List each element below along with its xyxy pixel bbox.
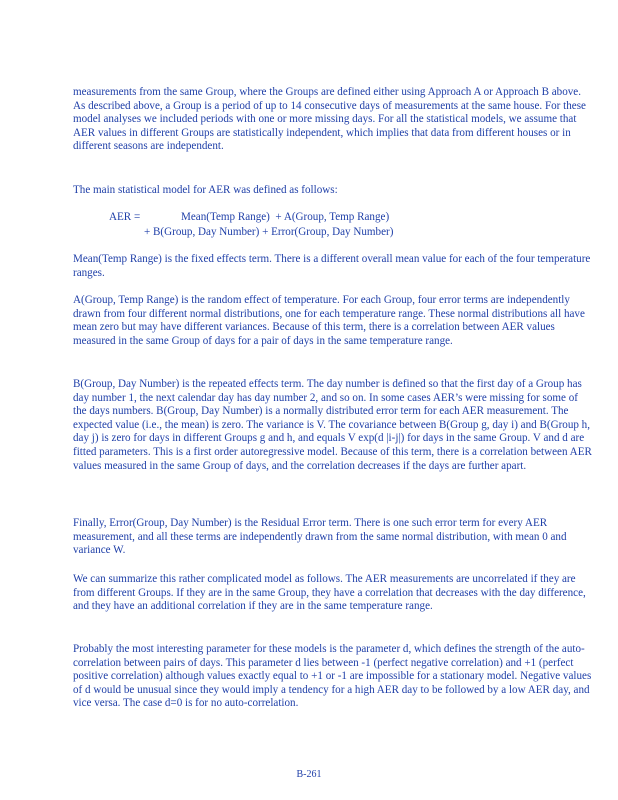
paragraph-groups-intro: measurements from the same Group, where the Groups are defined either using Approach A or Approach B above. As described above, a Group is a period of up to 14 consecutive days of measurements at the same house. For these model analyses we included periods with one or more missing days. For all the statistical models, we assume that AER values in different Groups are statistically independent, which implies that data from different houses or in different seasons are independent. [73, 86, 586, 153]
paragraph-residual-error: Finally, Error(Group, Day Number) is the Residual Error term. There is one such error term for every AER measurement, and all these terms are independently drawn from the same normal distribution, with mean 0 and variance W. [73, 517, 567, 557]
paragraph-mean-term: Mean(Temp Range) is the fixed effects term. There is a different overall mean value for each of the four temperature ranges. [73, 253, 591, 279]
paragraph-repeated-effects: B(Group, Day Number) is the repeated effects term. The day number is defined so that the first day of a Group has day number 1, the next calendar day has day number 2, and so on. In some cases AER’s were missing for some of the days numbers. B(Group, Day Number) is a normally distributed error term for each AER measurement. The expected value (i.e., the mean) is zero. The variance is V. The covariance between B(Group g, day i) and B(Group h, day j) is zero for days in different Groups g and h, and equals V exp(d |i-j|) for days in the same Group. V and d are fitted parameters. This is a first order autoregressive model. Because of this term, there is a correlation between AER values measured in the same Group of days, and the correlation decreases if the days are further apart. [73, 378, 592, 472]
equation-line-2: + B(Group, Day Number) + Error(Group, Day Number) [144, 226, 394, 238]
equation-line-1: Mean(Temp Range) + A(Group, Temp Range) [181, 211, 390, 223]
paragraph-model-intro: The main statistical model for AER was defined as follows: [73, 184, 338, 196]
paragraph-summary: We can summarize this rather complicated model as follows. The AER measurements are uncorrelated if they are from different Groups. If they are in the same Group, they have a correlation that decreases with the day difference, and they have an additional correlation if they are in the same temperature range. [73, 573, 586, 613]
equation-lhs: AER = [109, 211, 141, 223]
page-number: B-261 [296, 769, 322, 780]
paragraph-random-effect: A(Group, Temp Range) is the random effect of temperature. For each Group, four error terms are independently drawn from four different normal distributions, one for each temperature range. These normal distributions all have mean zero but may have different variances. Because of this term, there is a correlation between AER values measured in the same Group of days for a pair of days in the same temperature range. [73, 294, 585, 347]
paragraph-parameter-d: Probably the most interesting parameter for these models is the parameter d, which defines the strength of the auto-correlation between pairs of days. This parameter d lies between -1 (perfect negative correlation) and +1 (perfect positive correlation) although values exactly equal to +1 or -1 are impossible for a stationary model. Negative values of d would be unusual since they would imply a tendency for a high AER day to be followed by a low AER day, and vice versa. The case d=0 is for no auto-correlation. [73, 643, 592, 710]
